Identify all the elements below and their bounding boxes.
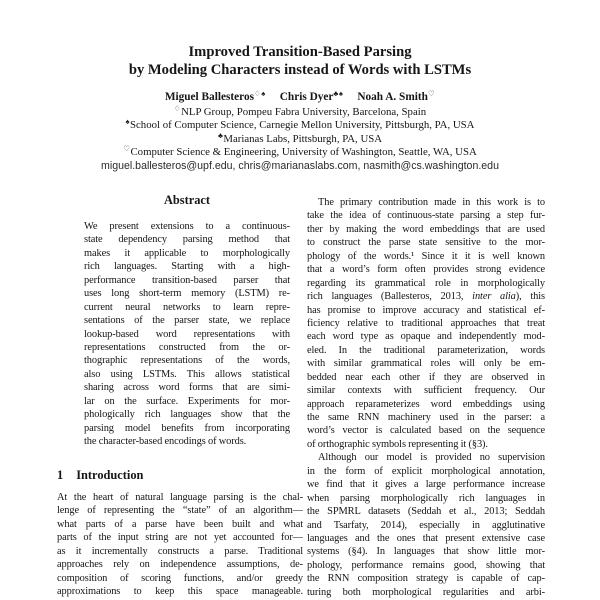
text-line: sentations of the parser state, we replace (84, 315, 290, 327)
text-line: of orthographic symbols representing it (§3). (307, 438, 488, 450)
affiliation-line: ♣Marianas Labs, Pittsburgh, PA, USA (217, 130, 383, 145)
text-line: when parsing morphologically rich languages in (307, 492, 545, 504)
text-line: also using LSTMs. This allows statistical (84, 368, 290, 380)
text-line: in the form of explicit morphological annotation, (307, 465, 545, 477)
affiliation-mark-icon: ♣ (217, 130, 224, 140)
paper-title-line1: Improved Transition-Based Parsing (188, 44, 412, 60)
text-line: with similar grammatical roles will only be em- (307, 358, 545, 370)
paper-title-line2: by Modeling Characters instead of Words with LSTMs (128, 61, 472, 78)
affiliation-mark-icon: ♡ (123, 144, 131, 154)
affiliation-mark-icon: ♠ (125, 117, 130, 127)
text-line: each word type as opaque and independently mod- (307, 331, 545, 343)
right-column-text (307, 196, 545, 599)
abstract-heading: Abstract (163, 193, 211, 207)
text-line: we find that it gives a large performance increase (307, 479, 545, 491)
text-line: regarding its grammatical role in morphologically (307, 277, 545, 289)
affiliation-mark-icon: ♢ (173, 104, 182, 113)
text-line: sharing across word forms that are simi- (84, 382, 290, 394)
emails-line: miguel.ballesteros@upf.edu, chris@marianaslabs.com, nasmith@cs.washington.edu (101, 160, 499, 172)
text-line: bedded near each other if they are observed in (307, 371, 545, 383)
affiliation-mark-icon: ♡ (427, 89, 436, 98)
text-line: ther by making the word embeddings that are used (307, 223, 545, 235)
text-line: The primary contribution made in this work is to (318, 197, 545, 208)
text-line: phologically rich languages show that the (84, 409, 290, 421)
text-line: systems (§4). In languages that show little mor- (307, 546, 545, 558)
text-line: has promise to improve accuracy and statistical ef- (307, 304, 545, 316)
introduction-text (57, 491, 303, 599)
author-name: Miguel Ballesteros♢♠ (164, 89, 266, 103)
affiliation-line: ♡Computer Science & Engineering, University of Washington, Seattle, WA, USA (123, 144, 477, 159)
text-line: the SPMRL datasets (Seddah et al., 2013; Seddah (307, 506, 545, 518)
text-line: current neural networks to learn repre- (84, 301, 290, 313)
paper-title (0, 44, 600, 79)
text-line: the RNN composition strategy is capable of cap- (307, 573, 545, 585)
affiliation-line: ♢NLP Group, Pompeu Fabra University, Barcelona, Spain (173, 104, 427, 118)
text-line: eled. In the traditional parameterization, words (307, 344, 545, 356)
author-name: Noah A. Smith♡ (357, 89, 436, 103)
affiliation-mark-icon: ♣♠ (333, 89, 344, 98)
authors-line (0, 91, 600, 103)
text-line: At the heart of natural language parsing is the chal- (57, 492, 303, 503)
section1-title: Introduction (76, 468, 144, 482)
text-line: uses long short-term memory (LSTM) re- (84, 288, 290, 300)
text-line: makes it applicable to morphologically (84, 247, 290, 259)
text-line: similar contexts with sufficient frequency. Our (307, 385, 545, 397)
text-line: thographic representations of the words, (84, 355, 290, 367)
text-line: approaches rely on independence assumptions, de- (57, 559, 303, 571)
text-line: approximations to keep this space manageable. (57, 586, 303, 598)
section1-heading (57, 468, 303, 483)
text-line: as it incrementally constructs a parse. Traditional (57, 545, 303, 557)
section1-number: 1 (57, 468, 64, 482)
text-line: phology of the words.¹ Since it it is well known (307, 250, 545, 262)
text-line: the character-based encodings of words. (84, 436, 247, 447)
author-name: Chris Dyer♣♠ (279, 89, 344, 103)
text-line: representations constructed from the or- (84, 341, 290, 353)
text-line: state dependency parsing method that (84, 234, 290, 246)
text-line: phology, performance remains good, showing that (307, 559, 545, 571)
text-line: We present extensions to a continuous- (84, 221, 290, 232)
text-line: to construct the parse state sensitive to the mor- (307, 237, 545, 249)
text-line: and Tsarfaty, 2014), especially in agglutinative (307, 519, 545, 531)
text-line: rich languages. Starting with a high- (84, 261, 290, 273)
text-line: composition of scoring functions, and/or greedy (57, 572, 303, 584)
text-line: approach reparameterizes word embeddings using (307, 398, 545, 410)
affiliation-line: ♠School of Computer Science, Carnegie Mellon University, Pittsburgh, PA, USA (125, 117, 475, 132)
text-line: ficiency relative to traditional approaches that treat (307, 317, 545, 329)
text-line: Although our model is provided no supervision (318, 452, 545, 464)
text-line: performance transition-based parser that (84, 274, 290, 286)
text-line: lookup-based word representations with (84, 328, 290, 340)
text-line: parts of the input string are not yet accounted for— (57, 532, 303, 544)
text-line: languages and the ones that present extensive case (307, 532, 545, 544)
text-line: that a word’s form often provides strong evidence (307, 264, 545, 276)
text-line: lenge of representing the “state” of an algorithm— (57, 505, 303, 517)
text-line: what parts of a parse have been built and what (57, 518, 303, 530)
affiliations-block (0, 106, 600, 160)
abstract-text (84, 220, 290, 448)
text-line: take the idea of continuous-state parsing a step fur- (307, 210, 545, 222)
text-line: parsing model benefits from incorporating (84, 422, 290, 434)
text-line: lar on the surface. Experiments for mor- (84, 395, 290, 407)
text-line: turing both morphological regularities and arbi- (307, 586, 545, 598)
affiliation-mark-icon: ♢♠ (254, 89, 266, 98)
text-line: word’s vector is calculated based on the sequence (307, 425, 545, 437)
text-line: rich languages (Ballesteros, 2013, inter alia), this (307, 291, 545, 303)
text-line: the same RNN machinery used in the parser: a (307, 412, 545, 423)
